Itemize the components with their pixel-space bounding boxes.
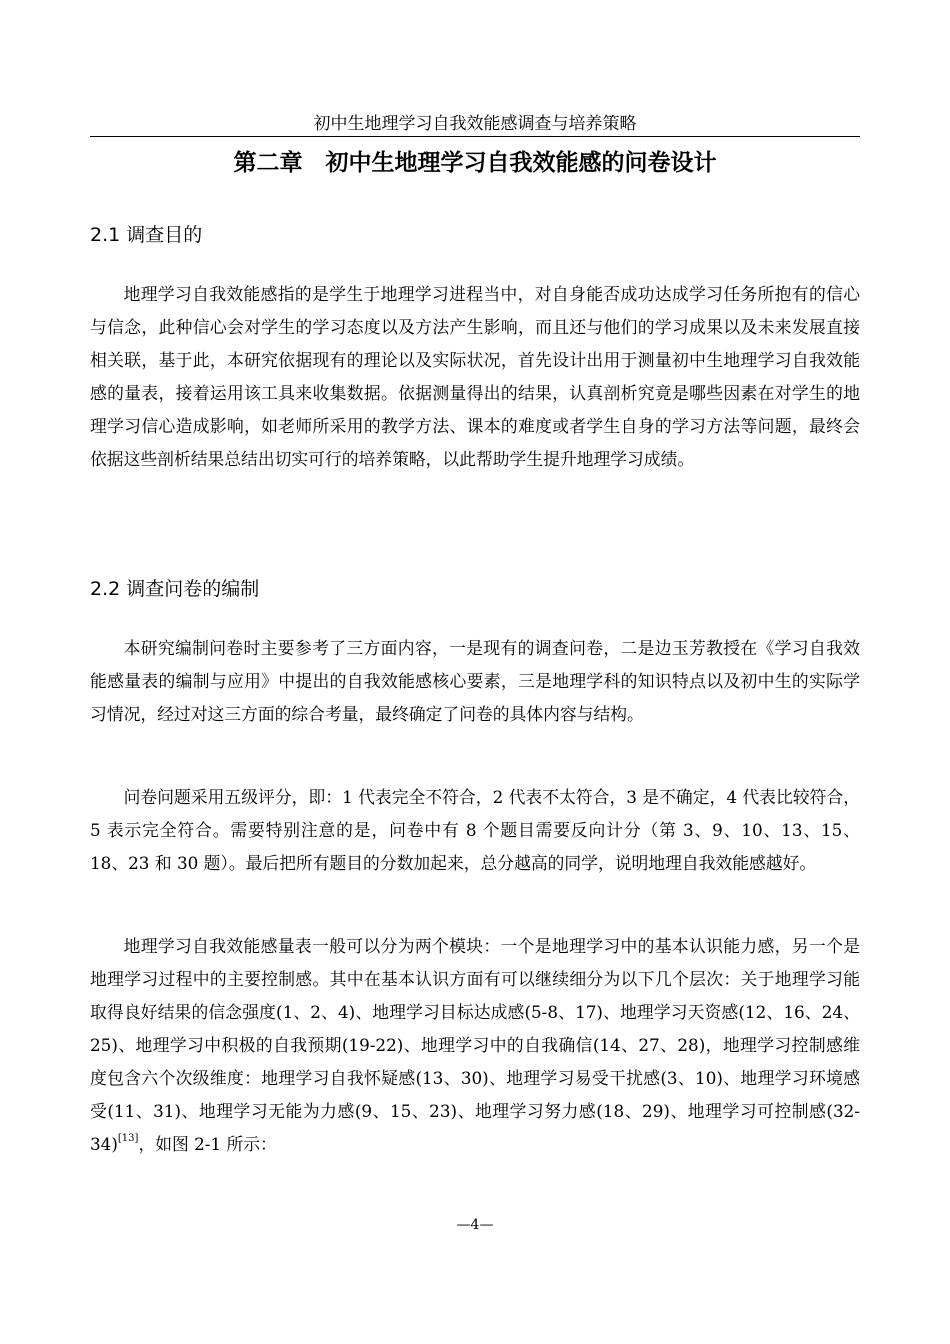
citation-reference: [13] — [117, 1133, 139, 1144]
section-heading-2-1: 2.1 调查目的 — [90, 224, 203, 246]
scale-dimensions-text: 地理学习自我效能感量表一般可以分为两个模块：一个是地理学习中的基本认识能力感，另一个是地理学习过程中的主要控制感。其中在基本认识方面有可以继续细分为以下几个层次：关于地理学习能取得良好结果的信念强度(1、2、4)、地理学习目标达成感(5-8、17)、地理学习天资感(12、16、24、25)、地理学习中积极的自我预期(19-22)、地理学习中的自我确信(14、27、28)，地理学习控制感维度包含六个次级维度：地理学习自我怀疑感(13、30)、地理学习易受干扰感(3、10)、地理学习环境感受(11、31)、地理学习无能为力感(9、15、23)、地理学习努力感(18、29)、地理学习可控制感(32-34) — [90, 936, 860, 1154]
page-number: —4— — [456, 1217, 494, 1233]
running-header: 初中生地理学习自我效能感调查与培养策略 — [313, 114, 637, 134]
section-heading-2-2: 2.2 调查问卷的编制 — [90, 578, 260, 600]
header-rule — [90, 136, 860, 137]
paragraph-scoring-method: 问卷问题采用五级评分，即：1 代表完全不符合，2 代表不太符合，3 是不确定，4 代表比较符合，5 表示完全符合。需要特别注意的是，问卷中有 8 个题目需要反向计分（第 3、9、10、13、15、18、23 和 30 题）。最后把所有题目的分数加起来，总分越高的同学，说明地理自我效能感越好。 — [90, 787, 860, 873]
paragraph-scale-dimensions — [90, 930, 860, 1161]
paragraph-questionnaire-sources: 本研究编制问卷时主要参考了三方面内容，一是现有的调查问卷，二是边玉芳教授在《学习自我效能感量表的编制与应用》中提出的自我效能感核心要素，三是地理学科的知识特点以及初中生的实际学习情况，经过对这三方面的综合考量，最终确定了问卷的具体内容与结构。 — [90, 638, 860, 724]
chapter-title: 第二章 初中生地理学习自我效能感的问卷设计 — [233, 150, 717, 176]
figure-reference-text: ，如图 2-1 所示： — [138, 1134, 277, 1154]
paragraph-survey-purpose: 地理学习自我效能感指的是学生于地理学习进程当中，对自身能否成功达成学习任务所抱有的信心与信念，此种信心会对学生的学习态度以及方法产生影响，而且还与他们的学习成果以及未来发展直接相关联，基于此，本研究依据现有的理论以及实际状况，首先设计出用于测量初中生地理学习自我效能感的量表，接着运用该工具来收集数据。依据测量得出的结果，认真剖析究竟是哪些因素在对学生的地理学习信心造成影响，如老师所采用的教学方法、课本的难度或者学生自身的学习方法等问题，最终会依据这些剖析结果总结出切实可行的培养策略，以此帮助学生提升地理学习成绩。 — [90, 284, 860, 469]
